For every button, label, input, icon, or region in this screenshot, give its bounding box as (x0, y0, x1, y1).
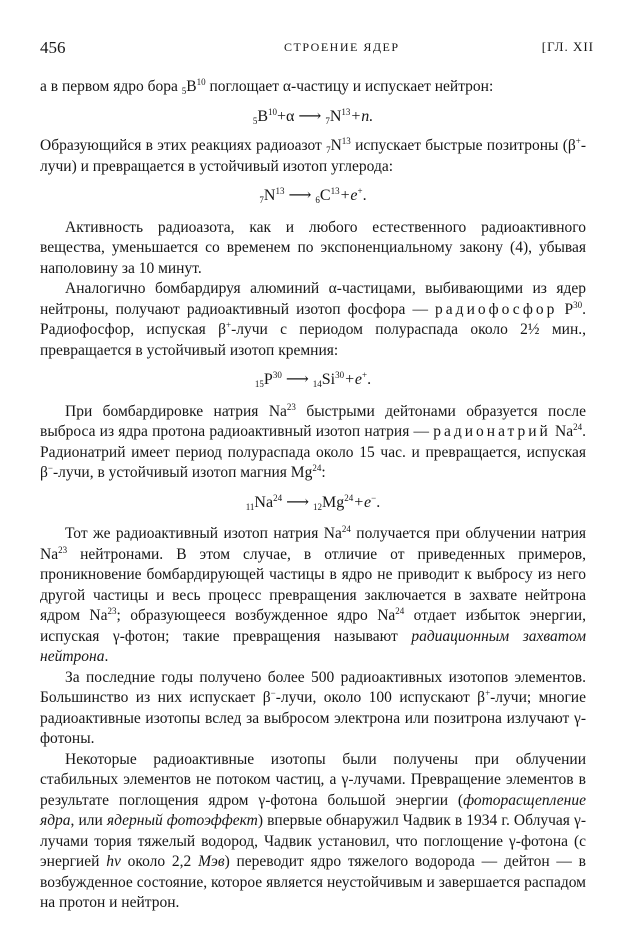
charge-sign: + (357, 186, 363, 196)
text: -лучи, в устойчивый изотоп магния Mg (52, 464, 313, 481)
text: За последние годы получено более 500 радиоактивных изотопов элементов. Большинство из них испускает β (40, 668, 586, 706)
atomic-number: 5 (181, 86, 187, 96)
mass-number: 24 (312, 463, 322, 473)
mass-number: 10 (267, 106, 277, 117)
page-header (40, 38, 594, 58)
element-symbol: Na (550, 423, 574, 440)
text: . Радионатрий имеет период полураспада около 15 час. и превращается, испуская β (40, 423, 587, 481)
charge-sign: + (226, 320, 232, 330)
equation-4 (40, 493, 586, 514)
text: . (104, 648, 109, 665)
mass-number: 24 (395, 606, 405, 616)
reaction-arrow: ⟶ (281, 371, 313, 388)
spaced-term: радиофосфор (435, 300, 558, 318)
atomic-number: 7 (326, 145, 331, 155)
text: При бомбардировке натрия Na (65, 402, 287, 420)
paragraph-1 (40, 77, 586, 98)
text: а в первом ядро бора (40, 78, 182, 95)
atomic-number: 5 (252, 115, 258, 126)
charge-sign: − (371, 492, 377, 503)
mass-number: 30 (335, 370, 345, 380)
paragraph-7 (40, 668, 586, 750)
paragraph-3: Активность радиоазота, как и любого естественного радиоактивного вещества, уменьшается со временем по экспоненциальному закону (4), убывая наполовину за 10 минут. (40, 218, 586, 277)
equation-term: +e (344, 371, 362, 388)
equation-1 (40, 107, 586, 128)
text: , или (70, 812, 107, 829)
equation-operator: +α ⟶ (276, 107, 326, 125)
atomic-number: 11 (245, 501, 255, 512)
element-symbol: N (263, 187, 276, 204)
page-number: 456 (40, 38, 66, 57)
mass-number: 23 (107, 606, 117, 616)
text: -лучи с периодом полураспада около 2½ мин., превращается в устойчивый изотоп кремния: (40, 321, 586, 359)
text: -лучи) и превращается в устойчивый изотоп углерода: (40, 137, 586, 175)
text: Тот же радиоактивный изотоп натрия Na (65, 525, 342, 542)
text: -лучи; многие радиоактивные изотопы вслед за выбросом электрона или позитрона излучают γ-фотоны. (40, 689, 586, 747)
atomic-number: 7 (259, 195, 264, 205)
mass-number: 24 (573, 422, 583, 432)
mass-number: 13 (275, 186, 285, 196)
paragraph-4 (40, 279, 586, 361)
element-symbol: B (186, 78, 197, 95)
text: Аналогично бомбардируя алюминий α-частицами, выбивающими из ядер нейтроны, получают радиоактивный изотоп фосфора — (40, 280, 586, 318)
mass-number: 10 (196, 77, 206, 87)
text: ) впервые обнаружил Чадвик в 1934 г. Облучая γ-лучами тория тяжелый водород, Чадвик установил, что поглощение γ-фотона (с энергией (40, 812, 586, 870)
text: . Радиофосфор, испуская β (40, 300, 586, 338)
reaction-arrow: ⟶ (282, 493, 314, 511)
mass-number: 13 (330, 186, 340, 196)
element-symbol: P (557, 300, 574, 318)
text: ; образующееся возбужденное ядро Na (116, 607, 396, 624)
element-symbol: Si (321, 371, 336, 388)
equation-term: +e (353, 493, 372, 511)
text: получается при облучении натрия Na (40, 525, 586, 563)
spaced-term: радионатрий (433, 423, 551, 440)
text: поглощает α-частицу и испускает нейтрон: (205, 78, 494, 95)
element-symbol: N (329, 107, 342, 125)
atomic-number: 15 (254, 379, 264, 389)
text: ) переводит ядро тяжелого водорода — дейтон — в возбужденное состояние, которое является неустойчивым и завершается распадом на протон и нейтрон. (40, 853, 586, 911)
text: около 2,2 (120, 853, 199, 870)
element-symbol: N (330, 137, 342, 154)
equation-term: +n. (350, 107, 374, 125)
text: Образующийся в этих реакциях радиоазот (40, 137, 327, 154)
text: испускает быстрые позитроны (β (350, 137, 576, 154)
charge-sign: + (485, 688, 491, 698)
mass-number: 24 (341, 524, 351, 534)
element-symbol: P (263, 371, 273, 388)
text: Некоторые радиоактивные изотопы были получены при облучении стабильных элементов не потоком частиц, а γ-лучами. Превращение элементов в результате поглощения ядром γ-фотона большой энергии ( (40, 750, 586, 809)
text: быстрыми дейтонами образуется после выброса из ядра протона радиоактивный изотоп натрия — (40, 402, 586, 440)
mass-number: 23 (286, 401, 296, 412)
element-symbol: B (257, 107, 268, 125)
text: отдает избыток энергии, испуская γ-фотон; такие превращения называют (40, 607, 586, 645)
italic-term: hν (106, 853, 121, 870)
italic-term: ядерный фотоэффект (106, 812, 258, 829)
mass-number: 24 (344, 492, 354, 503)
equation-term: . (367, 371, 372, 388)
charge-sign: − (270, 688, 276, 698)
element-symbol: Mg (322, 493, 345, 511)
atomic-number: 7 (325, 115, 330, 126)
mass-number: 13 (341, 136, 351, 146)
italic-term: фоторасщепление ядра (40, 791, 586, 829)
equation-2 (40, 186, 586, 207)
atomic-number: 14 (312, 379, 322, 389)
charge-sign: + (362, 370, 368, 380)
paragraph-6 (40, 524, 586, 668)
page-body (40, 77, 586, 914)
text: : (321, 464, 326, 481)
paragraph-8 (40, 750, 586, 914)
mass-number: 30 (272, 370, 282, 380)
equation-term: . (362, 187, 367, 204)
charge-sign: − (47, 463, 53, 473)
element-symbol: C (319, 187, 331, 204)
chapter-label: [ГЛ. XII (541, 39, 594, 54)
italic-term: Мэв (198, 853, 225, 870)
equation-term: +e (339, 187, 358, 204)
element-symbol: Na (254, 493, 274, 511)
equation-term: . (376, 493, 381, 511)
atomic-number: 6 (315, 195, 320, 205)
text: нейтронами. В этом случае, в отличие от приведенных примеров, проникновение бомбардирующей частицы в ядро не приводит к выбросу из него другой частицы и весь процесс превращения заключается в захвате нейтрона ядром Na (40, 545, 586, 624)
atomic-number: 12 (313, 501, 323, 512)
running-title: СТРОЕНИЕ ЯДЕР (284, 40, 400, 54)
charge-sign: + (575, 136, 581, 146)
italic-term: радиационным захватом нейтрона (40, 627, 586, 665)
paragraph-2 (40, 136, 586, 177)
mass-number: 23 (58, 544, 68, 555)
reaction-arrow: ⟶ (284, 187, 316, 204)
mass-number: 30 (573, 299, 583, 310)
text: -лучи, около 100 испускают β (275, 689, 486, 706)
paragraph-5 (40, 402, 586, 484)
mass-number: 13 (341, 106, 351, 117)
mass-number: 24 (273, 492, 283, 503)
equation-3 (40, 370, 586, 391)
